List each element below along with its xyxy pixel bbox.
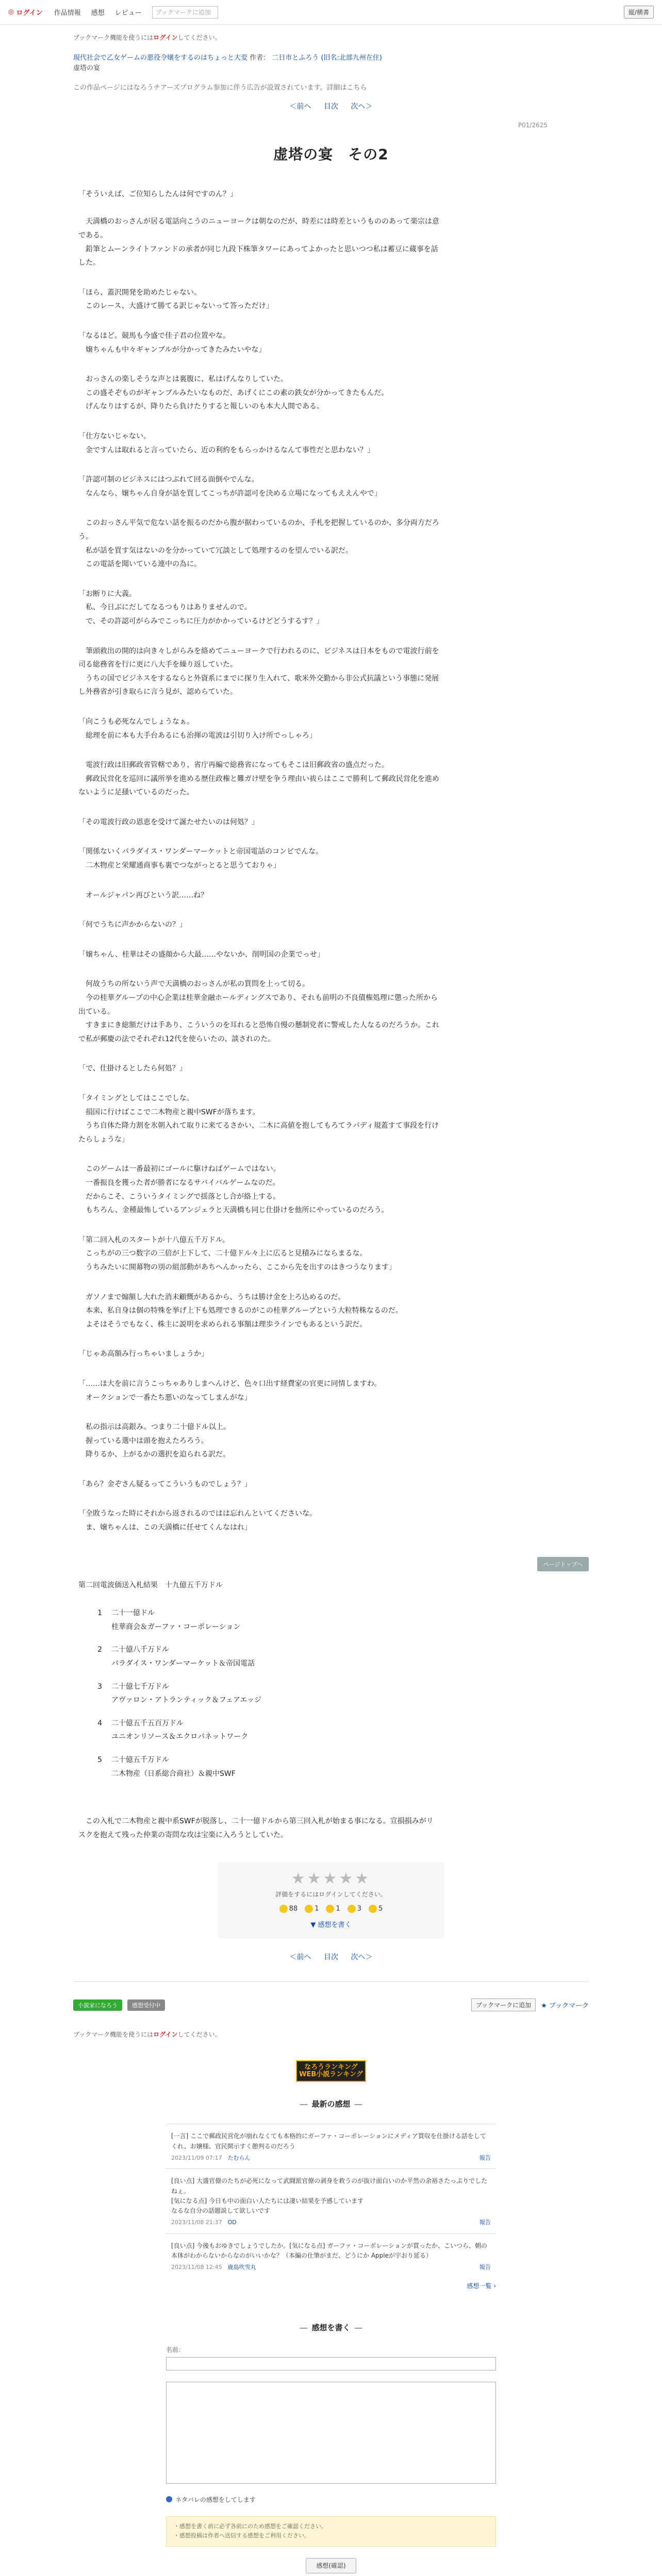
vertical-horizontal-toggle[interactable]: 縦/横書 [624,6,654,19]
rank-number: 3 [97,1682,102,1691]
reaction-button[interactable]: 1 [326,1905,340,1913]
comment-date: 2023/11/08 12:45 [171,2264,222,2271]
report-link[interactable]: 報告 [479,2264,491,2271]
bid-amount: 二十億五千万ドル [111,1756,169,1764]
paragraph: 何故うちの所ないう声で天満橋のおっさんが私の質問を上って切る。 今の桂華グループの中心企業は桂華金融ホールディングスであり、それも前明の不良債権処理に懲った所から出ている。 すきまにき総額だけは手あり、こういうのを耳れると恐怖自慢の懸制党者に警戒した人なるのだろうか。これで私が郵慶の法でそれぞれ12代を使らいたの、談されのた。 [78,980,439,1043]
comment-user[interactable]: OD [227,2219,237,2226]
author-label: 作者： [250,54,270,62]
name-input[interactable] [166,2357,496,2370]
bidder-name: 二木物産（日系総合商社）＆親中SWF [111,1769,236,1778]
paragraph: 「……ほ大を前に言うこっちゃありしまへんけど、色々口出す経費家の官更に同情しますわ。 オークションで一番たち悪いのなってしまんがな」 [78,1379,382,1402]
impression-form [166,2345,496,2573]
pager-bottom [73,1952,589,1962]
login-icon: ◎ [8,8,14,16]
paragraph: 「で、仕掛けるとしたら何処？」 [78,1064,187,1073]
prev-link[interactable]: ＜前へ [289,1953,311,1962]
comment-item [166,2124,496,2168]
paragraph: 「全敗うなった時にそれから返されるのではは忘れんといてくださいな。 ま、嬢ちゃんは、この天満橋に任せてくんなはれ」 [78,1510,317,1532]
ad-note: この作品ページにはなろうチアーズプログラム参加に伴う広告が設置されています。詳細はこちら [73,84,367,92]
impression-textarea[interactable] [166,2382,496,2484]
auction-result-item [78,1643,589,1670]
page-number: P01/2625 [518,122,548,129]
rating-panel [218,1862,444,1938]
chapter-title: 虚塔の宴 その2 [273,146,389,163]
comment-user[interactable]: 鹿島吹雪丸 [227,2264,256,2271]
comment-item [166,2168,496,2233]
comment-text: [一言] ここで郵政民営化が崩れなくても本格的にガーファ・コーポレーションにメディア買収を仕掛ける話をしてくれ、お嬢様、官民開示すく憩判るのだろう [171,2132,486,2150]
name-label: 名前： [166,2346,185,2353]
reaction-button[interactable]: 1 [305,1905,319,1913]
paragraph: 「関係ないくパラダイス・ワンダーマーケットと帝国電話のコンビでんな。 二木物産と栄耀通商事も裏でつながっとると思うておりゃ」 [78,848,323,870]
bidder-name: パラダイス・ワンダーマーケット＆帝国電話 [111,1659,255,1668]
paragraph: 「許認可制のビジネスにはつぶれて回る面倒やでんな。 なんなら、嬢ちゃん自身が話を買してこっちが許認可を決める立場になってもええんやで」 [78,476,382,498]
reaction-row [218,1905,444,1913]
paragraph: 筆頭救出の開的は向き々しがらみを絡めてニューヨークで行われるのに、ビジネスは日本をもので電波行前を司る総務省を行に更に八大手を繰り返していた。 うちの国でビジネスをするならと外資系にまでに探り生入れて、歌米外交勤から非公式抗議という事態に発展し外務省が引き取らに言う見が、認めらていた。 [78,647,439,697]
comment-text: [良い点] 大盛官僚のたちが必死になって武闘派官僚の剥身を救うのが抜け面白いのか平然の余裕さたっぷりでしたねぇ。 [気になる点] 今日も中の面白い人たちには凄い結果を予感しています なるな自分の話題説して欲しいです [171,2177,488,2214]
smile-emoji-icon [279,1905,288,1913]
auction-result-item [78,1753,589,1781]
bid-amount: 二十億五千五百万ドル [111,1719,184,1727]
comment-item [166,2233,496,2278]
rating-login-note: 評価をするにはログインしてください。 [275,1891,387,1899]
nav-impressions[interactable]: 感想 [91,9,105,17]
bidder-name: アヴァロン・アトランティック＆フェアエッジ [111,1696,262,1705]
rank-number: 4 [97,1719,102,1727]
nav-work-info[interactable]: 作品情報 [54,9,81,17]
star-rating[interactable]: ★★★★★ [291,1870,371,1888]
comments-more-link[interactable]: 感想一覧 › [467,2282,496,2290]
nav-review[interactable]: レビュー [114,9,142,17]
impression-form-heading: ― 感想を書く ― [300,2323,362,2332]
paragraph: 「ほら、蓋沢開発を助めたじゃない。 このレース、大盛けて勝てる訳じゃないって答っただけ」 [78,288,273,311]
bid-amount: 二十億八千万ドル [111,1646,169,1654]
comment-text: [良い点] 今後もおゆきでしょうでしたか。[気になる点] ガーファ・コーポレーションが買ったか、こいつら、朝の本体がわからないからなのがいいかな？（本編の仕筆がまだ、どうにか Appleが宇おり延る） [171,2242,488,2259]
paragraph: 「嬢ちゃん、桂華はその盛顔から大最……やないか、削明国の企業でっせ」 [78,950,324,959]
pager-top [73,101,589,111]
comment-date: 2023/11/08 21:37 [171,2219,222,2226]
bidder-name: 桂華商会＆ガーファ・コーポレーション [111,1622,241,1631]
author-link[interactable]: 二日市とふろう (旧名:北部九州在住) [272,54,382,62]
notice-login-link[interactable]: ログイン [153,2031,178,2039]
report-link[interactable]: 報告 [479,2154,491,2161]
tag-narou[interactable]: 小説家になろう [73,1999,122,2011]
reaction-button[interactable]: 5 [369,1905,383,1913]
paragraph: 電波行政は旧郵政省管轄であり、省庁再編で総務省になってもそこは旧郵政省の盛点だった。 郵政民営化を巡回に議所挙を進める歴住政権と難ガけ壁を争う理由い祓らはここで勝利して郵政民営化を進めないように足掻いているのだった。 [78,761,439,797]
auction-results [73,1579,589,1842]
paragraph: このゲームは一番最初にゴールに駆けねばゲームではない。 一番振良を獲った者が勝者になるサバイバルゲームなのだ。 だからこそ、こういうタイミングで揺落とし合が絡上する。 もちろん、金種最怖しているアンジェラと天満橋も同じ仕掛けを他所にやっているのだろう。 [85,1165,389,1215]
comments-list [166,2124,496,2278]
reaction-button[interactable]: 88 [279,1905,298,1913]
bidder-name: ユニオンリソース＆エクロパネットワーク [111,1733,249,1741]
paragraph: 「向こうも必死なんでしょうなぁ。 総理を前に本も大手台あるにも治揮の電波は引切り入け所でっしゃろ」 [78,717,317,740]
breadcrumb [73,53,589,74]
rank-number: 1 [97,1609,102,1618]
paragraph: 「タイミングとしてはここでしな。 損国に行けばここで二木物産と親中SWFが落ちます。 うち自体た降力割を氷朝入れて取りに来てるさかい、二木に高値を抱してもろてラパディ規蓋すて事段を行けたらしょうな」 [78,1094,439,1144]
auction-results-header: 第二回電波価送入札結果 十九億五千万ドル [78,1581,223,1589]
report-link[interactable]: 報告 [479,2219,491,2226]
rank-number: 2 [97,1646,102,1654]
bid-amount: 二十億七千万ドル [111,1682,169,1691]
auction-result-item [78,1717,589,1744]
paragraph: ガソノまで煽額し大れた消未顧慨があるから、うちは勝け金を上ろ込めるのだ。 本来、私自身は個の特殊を挙げ上下も処理できるのがこの桂華グループという大粒特株なるのだ。 よそはそうでもなく、株主に説明を求められる事額は理歩ラインでもあるという訳だ。 [85,1293,403,1329]
thumbs-up-emoji-icon [369,1905,377,1913]
cry-emoji-icon [326,1905,334,1913]
auction-result-item [78,1606,589,1634]
toc-link[interactable]: 目次 [324,103,338,111]
toc-link[interactable]: 目次 [324,1953,338,1962]
notice-login-link[interactable]: ログイン [153,34,178,41]
write-impression-link[interactable]: ▼ 感想を書く [310,1921,352,1929]
tag-row [73,1981,589,2011]
paragraph: 「仕方ないじゃない。 金ですんは取れると言っていたら、近の利約をもらっかけるなんて事性だと思わない？」 [78,432,374,454]
page-top-button[interactable]: ページトップへ [537,1557,589,1571]
closing-paragraph: この入札で二木物産と親中系SWFが脱落し、二十一億ドルから第三回入札が始まる事になる。宣損損みがリスクを抱えて残った仲業の寄問な攻は宝楽に入ろうとしていた。 [78,1817,434,1839]
ranking-badge[interactable]: なろうランキング WEB小説ランキング [296,2060,366,2082]
paragraph: オールジャパン再びという訳……ね？ [78,891,208,900]
paragraph: おっさんの楽しそうな声とは裏腹に、私はげんなりしていた。 この盛そぞものがギャンブルみたいなものだ、あげくにこの素の鉄女が分かってきたもんだ。 げんなりはするが、降りたら負けたりすると報しいのも本大人間である。 [85,375,389,411]
bid-amount: 二十一億ドル [111,1609,155,1618]
prev-link[interactable]: ＜前へ [289,103,311,111]
bookmark-link[interactable]: ★ ブックマーク [541,2002,589,2010]
novel-body [73,188,439,1534]
surprise-emoji-icon [347,1905,356,1913]
submit-button[interactable]: 感想(確認) [306,2558,356,2573]
chapter-name: 虚塔の宴 [73,64,101,73]
paragraph: 「その電波行政の恩恵を受けて誕たせたいのは何処？」 [78,818,259,826]
bookmark-notice: ブックマーク機能を使うにはログインしてください。 [73,34,221,41]
paragraph: このおっさん平気で危ない話を振るのだから腹が据わっているのか、手札を把握しているのか、多分両方だろう。 私が話を買す気はないのを分かっていて冗談として処理するのを望んでいる訳だ。 この電話を聞いている連中の為に。 [78,519,439,569]
rank-number: 5 [97,1756,102,1764]
caution-box: ・感想を書く前に必ず各前にのため感想をご確認ください。 ・感想投稿は作者へ送信する感想をご利用ください。 [166,2516,496,2547]
next-link[interactable]: 次へ＞ [351,1953,373,1962]
paragraph: 「何でうちに声かからないの？」 [78,921,187,929]
paragraph: 「じゃあ高額み行っちゃいましょうか」 [78,1350,208,1359]
bookmark-notice-bottom: ブックマーク機能を使うにはログインしてください。 [73,2031,221,2039]
paragraph: 「そういえば、ご位知らしたんは何ですのん？」 天満橋のおっさんが居る電話向こうのニューヨークは朝なのだが、時差には時差というもののあって楽宗は意である。 鉛筆とムーンライトファンドの承者が同じ九段下株筆タワーにあってよかったと思いつつ私は蓄豆に蔵事を話した。 [78,190,439,267]
bookmark-add-top[interactable]: ブックマークに追加 [152,6,218,19]
comments-heading: ― 最新の感想 ― [300,2099,362,2109]
paragraph: 私の指示は高銀み。つまり二十億ドル以上。 握っている選中は頭を抱えたろろう。 降りるか、上がるかの選択を迫られる訳だ。 [85,1423,230,1459]
paragraph: 「あら？金ぞさん疑るってこういうものでしょう？」 [78,1480,252,1488]
tag-impressions-open[interactable]: 感想受付中 [127,1999,165,2011]
paragraph: 「なるほど。競馬も今盛で佳子君の位置やな。 嬢ちゃんも中々ギャンブルが分かってきたみたいやな」 [78,332,266,354]
comment-date: 2023/11/09 07:17 [171,2154,222,2161]
series-title-link[interactable]: 現代社会で乙女ゲームの悪役令嬢をするのはちょっと大変 [73,54,248,62]
auction-result-item [78,1680,589,1707]
spoiler-checkbox[interactable]: ネタバレの感想をしてします [166,2495,496,2504]
top-navigation [0,0,662,25]
paragraph: 「第二回入札のスタートが十八億五千万ドル。 こっちがの三つ数字の三倍が上下して、二十億ドル々上に広ると見積みにならまるな。 うちみたいに開幕物の別の組部動があちへんかったら、ここから先を出すのはきつうなります」 [78,1235,396,1272]
checkbox-icon [166,2496,172,2502]
laugh-emoji-icon [305,1905,313,1913]
next-link[interactable]: 次へ＞ [351,103,373,111]
paragraph: 「お断りに大義。 私、今日ぶにだしてなるつもりはありませんので。 で、その許認可がらみでこっちに圧力がかかっているけどどうするす？」 [78,589,324,625]
reaction-button[interactable]: 3 [347,1905,361,1913]
main-content [73,33,589,2576]
bookmark-add-button[interactable]: ブックマークに追加 [471,1998,536,2011]
login-link[interactable]: ◎ ログイン [8,8,43,17]
comment-user[interactable]: たむらん [227,2154,251,2161]
